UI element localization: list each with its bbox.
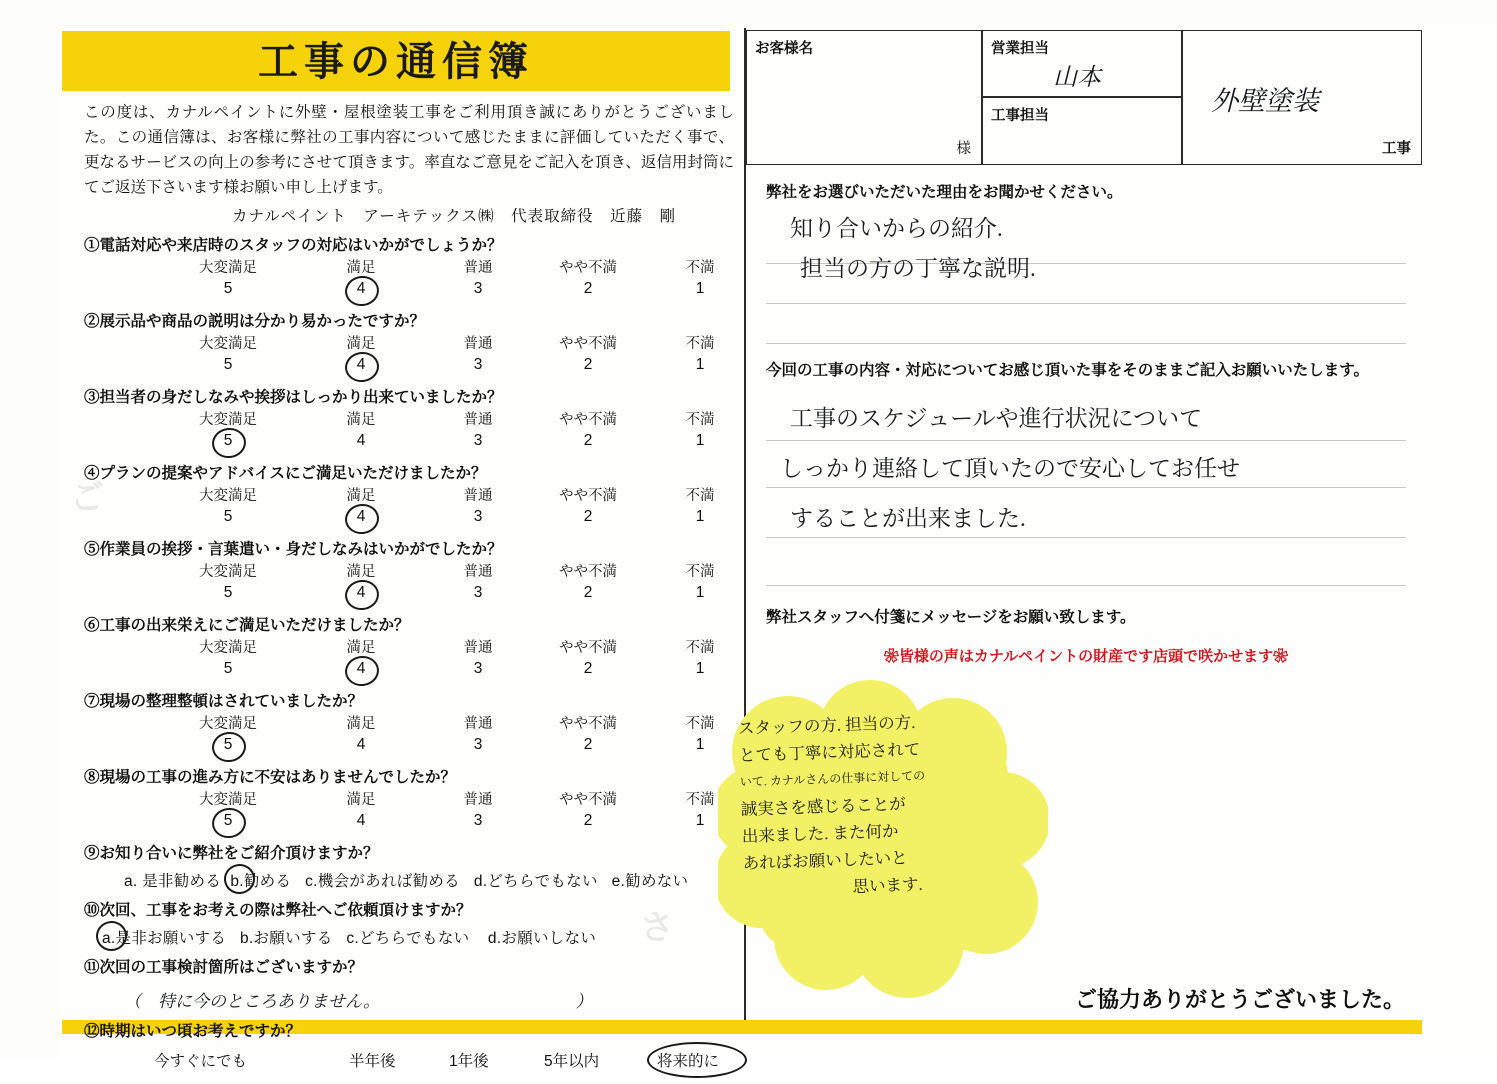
scale-label: 満足 [346,260,376,276]
question-2-text: ②展示品や商品の説明は分かり易かったですか？ [84,313,426,330]
q12-option-1year[interactable]: 1年後 [449,1053,489,1070]
scale-label: 普通 [463,564,493,580]
scale-option-1[interactable]: 1 [695,508,705,525]
sticky-line-5: 出来ました. また何か [741,821,899,847]
scale-label: 不満 [685,564,715,580]
scale-label: 不満 [685,640,715,656]
customer-name-cell[interactable] [746,30,982,165]
scale-option-3[interactable]: 3 [473,508,483,525]
scale-option-4[interactable]: 4 [356,432,366,449]
sales-rep-value: 山本 [1053,65,1101,91]
q10-option-a[interactable]: a.是非お願いする [102,926,226,948]
q10-option-d[interactable]: d.お願いしない [487,930,597,947]
q9-option-e[interactable]: e.勧めない [611,873,689,890]
scale-option-2[interactable]: 2 [583,280,593,297]
question-1-text: ①電話対応や来店時のスタッフの対応はいかがでしょうか？ [84,237,503,254]
scale-option-5[interactable]: 5 [223,584,233,601]
scale-label: 大変満足 [199,792,257,808]
scale-label: 普通 [463,792,493,808]
scale-option-2[interactable]: 2 [583,736,593,753]
scale-label: やや不満 [559,488,617,504]
scale-label: 不満 [685,336,715,352]
work-type-suffix: 工事 [1382,141,1411,157]
question-block-2 [84,309,742,378]
scale-label: やや不満 [559,412,617,428]
scale-option-1[interactable]: 1 [695,736,705,753]
scale-label: 普通 [463,260,493,276]
header-table [746,30,1422,165]
scale-option-3[interactable]: 3 [473,280,483,297]
scale-option-5[interactable]: 5 [223,356,233,373]
scale-option-1[interactable]: 1 [695,280,705,297]
q12-option-now[interactable]: 今すぐにでも [154,1053,248,1070]
scan-left-margin [0,0,58,1059]
customer-name-label: お客様名 [755,41,813,57]
question-3-text: ③担当者の身だしなみや挨拶はしっかり出来ていましたか？ [84,389,503,406]
scale-label: やや不満 [559,336,617,352]
scale-label: 大変満足 [199,336,257,352]
rule-line [766,440,1406,441]
scale-label: やや不満 [559,260,617,276]
scale-label: 満足 [346,336,376,352]
q12-option-future[interactable]: 将来的に [657,1049,719,1071]
question-4-text: ④プランの提案やアドバイスにご満足いただけましたか？ [84,465,487,482]
scale-option-4[interactable]: 4 [350,356,372,374]
work-type-value: 外壁塗装 [1211,86,1319,116]
sales-rep-label: 営業担当 [991,41,1049,57]
question-block-5 [84,537,742,606]
question-7-scale[interactable] [142,712,742,758]
page-title: 工事の通信簿 [258,39,534,85]
scale-label: 大変満足 [199,716,257,732]
scale-option-3[interactable]: 3 [473,432,483,449]
red-note-text: ❀皆様の声はカナルペイントの財産です店頭で咲かせます❀ [883,648,1289,665]
question-6-text: ⑥工事の出来栄えにご満足いただけましたか？ [84,617,410,634]
scale-label: 大変満足 [199,564,257,580]
sticky-line-2: とても丁寧に対応されて [738,739,921,766]
scale-option-2[interactable]: 2 [583,508,593,525]
question-12-options[interactable] [144,1049,744,1083]
question-block-8 [84,765,742,834]
construction-rep-cell[interactable] [982,97,1182,165]
question-10-text: ⑩次回、工事をお考えの際は弊社へご依頼頂けますか？ [84,902,472,919]
impression-answer-line-2: しっかり連絡して頂いたので安心してお任せ [780,456,1240,481]
scale-option-4[interactable]: 4 [350,508,372,526]
scale-label: やや不満 [559,792,617,808]
scale-option-4[interactable]: 4 [350,660,372,678]
scale-label: 大変満足 [199,488,257,504]
q9-option-a[interactable]: a. 是非勧める [124,873,222,890]
scale-label: 大変満足 [199,640,257,656]
scale-label: 普通 [463,488,493,504]
scale-option-1[interactable]: 1 [695,356,705,373]
sticky-line-6: あればお願いしたいと [742,848,908,874]
question-12-text: ⑫時期はいつ頃お考えですか？ [84,1023,302,1040]
scale-label: 満足 [346,716,376,732]
scale-label: 普通 [463,640,493,656]
scale-label: 満足 [346,792,376,808]
scale-label: やや不満 [559,640,617,656]
q9-option-d[interactable]: d.どちらでもない [473,873,598,890]
question-4-scale[interactable] [142,484,742,530]
scale-option-4[interactable]: 4 [350,280,372,298]
scale-option-2[interactable]: 2 [583,584,593,601]
q9-option-b[interactable]: b.勧める [230,869,291,891]
question-8-scale[interactable] [142,788,742,834]
reason-question: 弊社をお選びいただいた理由をお聞かせください。 [766,184,1123,201]
sticky-note [718,680,1048,1000]
scale-option-2[interactable]: 2 [583,812,593,829]
scale-label: 満足 [346,488,376,504]
scale-option-1[interactable]: 1 [695,812,705,829]
question-11-text: ⑪次回の工事検討箇所はございますか？ [84,959,364,976]
rule-line [766,537,1406,538]
question-block-3 [84,385,742,454]
reason-answer-line-2: 担当の方の丁寧な説明. [800,256,1036,281]
company-signature: カナルペイント アーキテックス㈱ 代表取締役 近藤 剛 [232,208,677,225]
background-bleed-2: さ [640,909,678,947]
question-block-11 [84,955,742,1012]
scale-option-5[interactable]: 5 [217,812,239,830]
scale-label: 普通 [463,412,493,428]
scale-label: 大変満足 [199,412,257,428]
scale-label: 大変満足 [199,260,257,276]
scale-option-3[interactable]: 3 [473,736,483,753]
scale-option-5[interactable]: 5 [223,280,233,297]
question-10-options[interactable] [102,926,742,948]
question-block-12 [84,1019,742,1083]
question-9-options[interactable] [124,869,742,891]
question-block-10 [84,898,742,948]
question-2-scale[interactable] [142,332,742,378]
rule-line [766,303,1406,304]
rule-line [766,585,1406,586]
scale-label: やや不満 [559,564,617,580]
scale-label: 満足 [346,564,376,580]
rule-line [766,343,1406,344]
question-3-scale[interactable] [142,408,742,454]
thanks-text: ご協力ありがとうございました。 [1075,987,1406,1012]
construction-rep-label: 工事担当 [991,108,1049,124]
scale-option-3[interactable]: 3 [473,660,483,677]
scale-option-2[interactable]: 2 [583,356,593,373]
work-type-cell[interactable] [1182,30,1422,165]
scale-label: 満足 [346,640,376,656]
rule-line [766,487,1406,488]
question-11-answer[interactable]: （ 特に今のところありません。 ） [124,992,593,1011]
customer-name-suffix: 様 [956,141,971,157]
scale-label: 不満 [685,792,715,808]
sticky-line-1: スタッフの方. 担当の方. [737,712,916,739]
question-5-scale[interactable] [142,560,742,606]
question-7-text: ⑦現場の整理整頓はされていましたか？ [84,693,364,710]
q12-option-halfyear[interactable]: 半年後 [349,1053,396,1070]
scale-option-3[interactable]: 3 [473,584,483,601]
intro-paragraph: この度は、カナルペイントに外壁・屋根塗装工事をご利用頂き誠にありがとうございました。この通信簿は、お客様に弊社の工事内容について感じたままに評価していただく事で、更なるサービスの向上の参考にさせて頂きます。率直なご意見をご記入を頂き、返信用封筒にてご返送下さいます様お願い申し上げます。 [84,104,734,196]
question-block-6 [84,613,742,682]
scale-label: 不満 [685,412,715,428]
left-column [62,100,742,1084]
scale-option-1[interactable]: 1 [695,660,705,677]
question-5-text: ⑤作業員の挨拶・言葉遣い・身だしなみはいかがでしたか？ [84,541,503,558]
scale-option-2[interactable]: 2 [583,432,593,449]
scale-option-1[interactable]: 1 [695,432,705,449]
scale-label: 普通 [463,336,493,352]
scale-option-4[interactable]: 4 [356,736,366,753]
scale-option-3[interactable]: 3 [473,356,483,373]
scale-label: 不満 [685,260,715,276]
question-block-9 [84,841,742,891]
message-question: 弊社スタッフへ付箋にメッセージをお願い致します。 [766,609,1136,626]
scan-top-margin [0,0,1497,22]
scale-label: 普通 [463,716,493,732]
scale-option-5[interactable]: 5 [217,432,239,450]
question-block-1 [84,233,742,302]
sticky-line-4: 誠実さを感じることが [740,794,907,820]
question-9-text: ⑨お知り合いに弊社をご紹介頂けますか？ [84,845,379,862]
sticky-line-7: 思います. [852,874,923,897]
q10-option-c[interactable]: c.どちらでもない [346,930,470,947]
q9-option-c[interactable]: c.機会があれば勧める [305,873,460,890]
scale-label: 満足 [346,412,376,428]
question-1-scale[interactable] [142,256,742,302]
scale-label: 不満 [685,488,715,504]
sales-rep-cell[interactable] [982,30,1182,97]
scale-option-5[interactable]: 5 [217,736,239,754]
q10-option-b[interactable]: b.お願いする [239,930,333,947]
scale-label: 不満 [685,716,715,732]
q12-option-5years[interactable]: 5年以内 [544,1053,600,1070]
scale-option-4[interactable]: 4 [356,812,366,829]
question-8-text: ⑧現場の工事の進み方に不安はありませんでしたか？ [84,769,457,786]
question-block-7 [84,689,742,758]
reason-answer-line-1: 知り合いからの紹介. [790,216,1003,241]
scale-option-3[interactable]: 3 [473,812,483,829]
background-bleed: ご [70,479,108,517]
scale-label: やや不満 [559,716,617,732]
sticky-note-text [738,705,1035,977]
scale-option-2[interactable]: 2 [583,660,593,677]
sticky-line-3: いて. カナルさんの仕事に対しての [739,768,926,790]
question-6-scale[interactable] [142,636,742,682]
question-block-4 [84,461,742,530]
impression-question: 今回の工事の内容・対応についてお感じ頂いた事をそのままご記入お願いいたします。 [766,362,1369,379]
impression-answer-line-3: することが出来ました. [790,506,1026,531]
scale-option-1[interactable]: 1 [695,584,705,601]
scale-option-4[interactable]: 4 [350,584,372,602]
impression-answer-line-1: 工事のスケジュールや進行状況について [790,406,1203,431]
scale-option-5[interactable]: 5 [223,660,233,677]
scale-option-5[interactable]: 5 [223,508,233,525]
